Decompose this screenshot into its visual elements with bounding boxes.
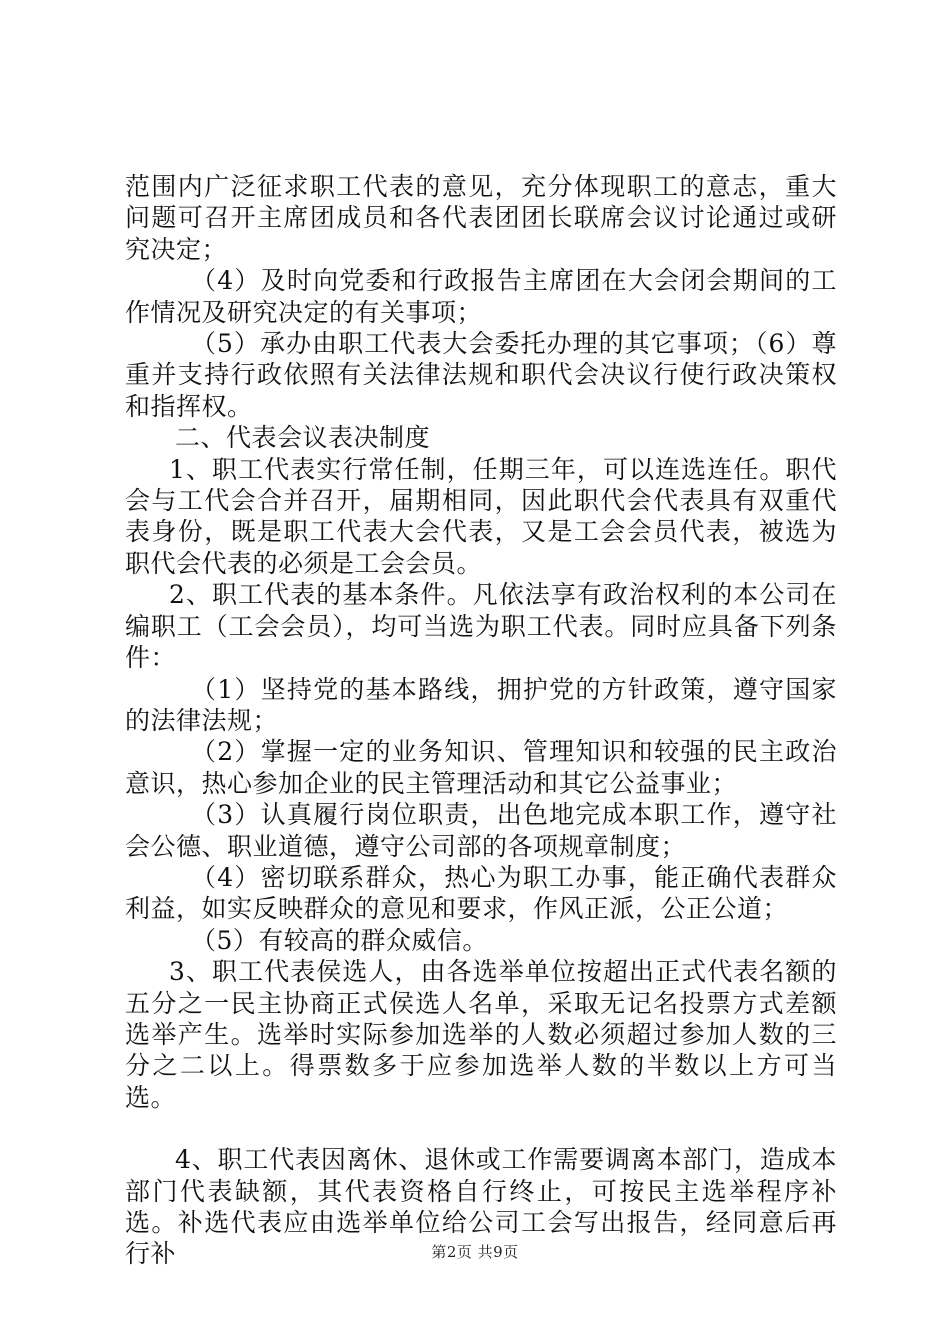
paragraph-condition-5: （5）有较高的群众威信。 [191, 925, 488, 955]
paragraph-clause-3: 3、职工代表侯选人，由各选举单位按超出正式代表名额的五分之一民主协商正式侯选人名单，采取无记名投票方式差额选举产生。选举时实际参加选举的人数必须超过参加人数的三分之二以上。得票数多于应参加选举人数的半数以上方可当选。 [125, 957, 837, 1112]
paragraph-condition-3: （3）认真履行岗位职责，出色地完成本职工作，遵守社会公德、职业道德，遵守公司部的各项规章制度； [125, 800, 837, 861]
section-heading: 二、代表会议表决制度 [175, 423, 431, 453]
paragraph-clause-1: 1、职工代表实行常任制，任期三年，可以连选连任。职代会与工代会合并召开，届期相同，因此职代会代表具有双重代表身份，既是职工代表大会代表，又是工会会员代表，被选为职代会代表的必须是工会会员。 [125, 454, 837, 578]
paragraph-continuation: 范围内广泛征求职工代表的意见，充分体现职工的意志，重大问题可召开主席团成员和各代表团团长联席会议讨论通过或研究决定； [125, 172, 837, 264]
paragraph-clause-4: 4、职工代表因离休、退休或工作需要调离本部门，造成本部门代表缺额，其代表资格自行终止，可按民主选举程序补选。补选代表应由选举单位给公司工会写出报告，经同意后再行补 [125, 1145, 837, 1269]
paragraph-condition-1: （1）坚持党的基本路线，拥护党的方针政策，遵守国家的法律法规； [125, 674, 837, 735]
page-number-footer: 第2页 共9页 [431, 1243, 519, 1261]
paragraph-item-4: （4）及时向党委和行政报告主席团在大会闭会期间的工作情况及研究决定的有关事项； [125, 266, 837, 327]
paragraph-item-5-6: （5）承办由职工代表大会委托办理的其它事项；（6）尊重并支持行政依照有关法律法规和职代会决议行使行政决策权和指挥权。 [125, 329, 837, 421]
paragraph-clause-2: 2、职工代表的基本条件。凡依法享有政治权利的本公司在编职工（工会会员），均可当选为职工代表。同时应具备下列条件： [125, 580, 837, 673]
paragraph-condition-4: （4）密切联系群众，热心为职工办事，能正确代表群众利益，如实反映群众的意见和要求，作风正派，公正公道； [125, 862, 837, 924]
paragraph-condition-2: （2）掌握一定的业务知识、管理知识和较强的民主政治意识，热心参加企业的民主管理活动和其它公益事业； [125, 737, 837, 798]
document-body [125, 171, 837, 1270]
